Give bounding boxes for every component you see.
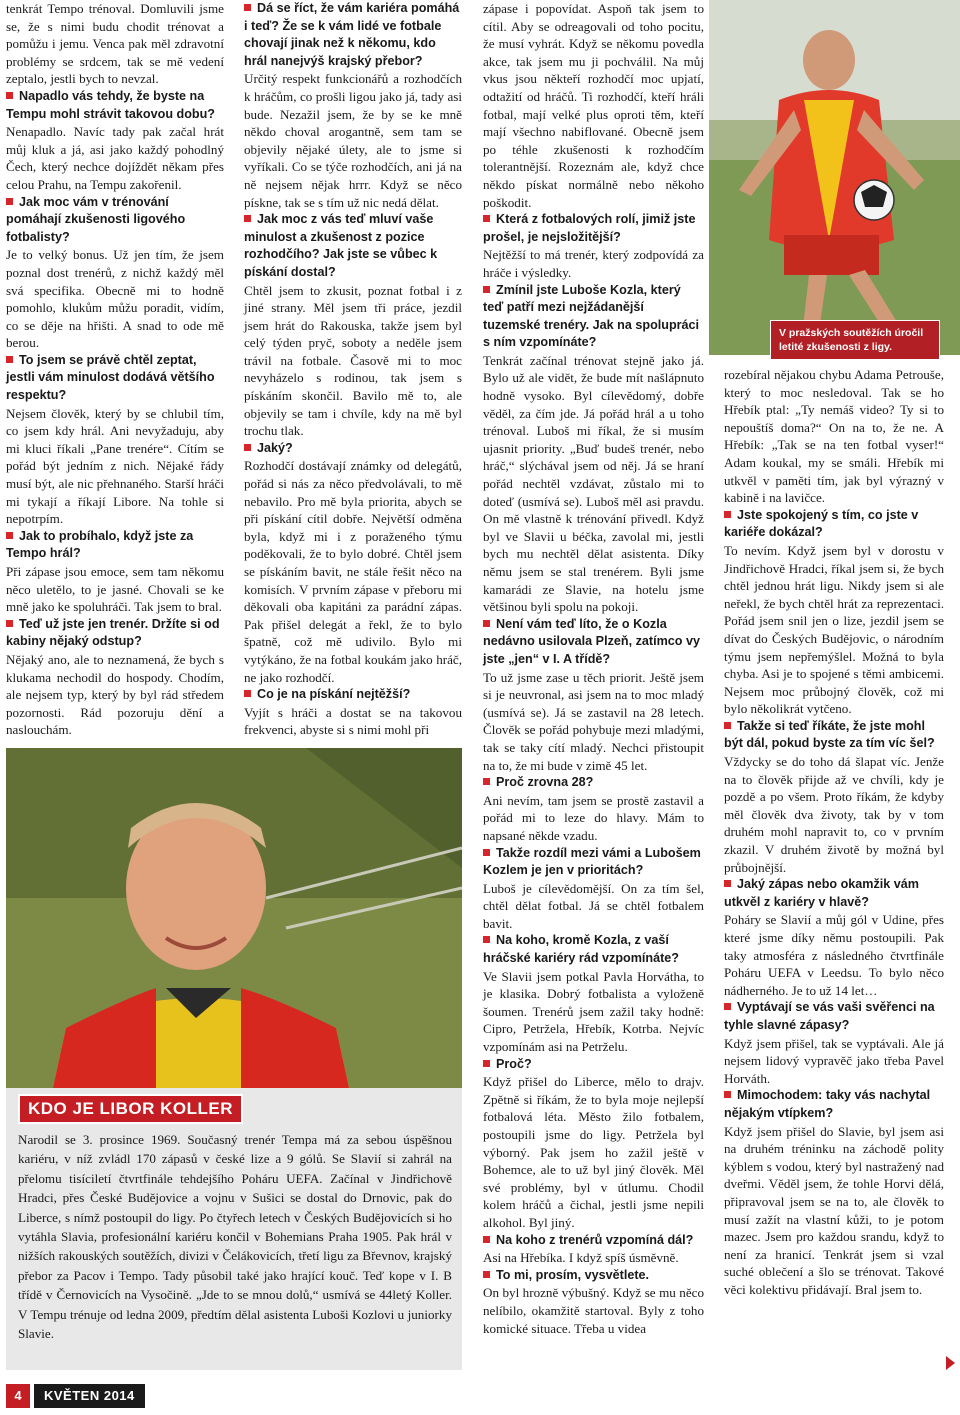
interview-question: Která z fotbalových rolí, jimiž jste prošel, je nejsložitější? <box>483 211 704 246</box>
interview-question: Jste spokojený s tím, co jste v kariéře dokázal? <box>724 507 944 542</box>
interview-answer: Ve Slavii jsem potkal Pavla Horvátha, to je klasika. Dobrý fotbalista a vyloženě šoumen. Trenérů jsem zažil taky hodně: Cipro, Petržela, Hřebík, Kotrba. Nejvíc vzpomínám asi na Petrželu. <box>483 968 704 1055</box>
interview-answer: Asi na Hřebíka. I když spíš úsměvně. <box>483 1250 679 1266</box>
bio-box <box>6 1088 462 1370</box>
interview-answer: Nějaký ano, ale to neznamená, že bych s klukama nechodil do hospody. Chodím, ale nejsem typ, který by byl rád středem pozornosti. Rád pozoruju dění a naslouchám. <box>6 651 224 738</box>
interview-question: Není vám teď líto, že o Kozla nedávno usilovala Plzeň, zatímco vy jste „jen“ v I. A třídě? <box>483 616 704 669</box>
interview-answer: Vždycky se do toho dá šlapat víc. Jenže na to člověk přijde až ve chvíli, kdy je pozdě a po všem. Proto říkám, že kdyby měl člověk dva životy, tak by v tom druhém mohl napravit to, co v prvním zkazil. V druhém životě by možná byl průbojnější. <box>724 754 944 875</box>
interview-answer: Když jsem přišel, tak se vyptávali. Ale já nejsem lidový vypravěč jako třeba Pavel Horváth. <box>724 1035 944 1086</box>
interview-answer: Rozhodčí dostávají známky od delegátů, pořád si nás za něco předvolávali, to mě nebavilo. Pro mě byla priorita, abych se při pískání cítil dobře. Největší odměna byla, když mi i z poraženého týmu poděkovali, že to bylo dobré. Chtěl jsem se pískáním bavit, ne stále řešit něco na komisích. V prvním zápase v přeboru mi děkovali oba kapitáni za parádní zápas. Pak přišel delegát a řekl, že to bylo špatně, což mě udivilo. Bylo mi vytýkáno, že na fotbal koukám jako hráč, ne jako rozhodčí. <box>244 458 462 685</box>
interview-answer: Nenapadlo. Navíc tady pak začal hrát můj kluk a já, asi jako každý pohodlný Čech, který nechce dojíždět někam přes celou Prahu, na Tempu zakořenil. <box>6 124 224 192</box>
interview-question: To jsem se právě chtěl zeptat, jestli vám minulost dodává většího respektu? <box>6 352 224 405</box>
player-action-illustration <box>709 0 960 355</box>
interview-question: Jaký zápas nebo okamžik vám utkvěl z kariéry v hlavě? <box>724 876 944 911</box>
interview-answer: Je to velký bonus. Už jen tím, že jsem poznal dost trenérů, z nichž každý měl svá specifika. Obecně mi to hodně pomohlo, klukům můžu poradit, vidím, co se děje na hřišti. A snad to ode mě berou. <box>6 247 224 351</box>
interview-question: Jak to probíhalo, když jste za Tempo hrál? <box>6 528 224 563</box>
interview-answer: zápase i popovídat. Aspoň tak jsem to cítil. Aby se odreagovali od toho pocitu, že musí vyhrát. Když se někomu povedla akce, tak jsem mu ji pochválil. Na můj vkus jsou někteří rozhodčí moc upjatí, odtažití od hráčů. Ti rozhodčí, kteří hráli fotbal, mají velké plus oproti těm, kteří mají všechno nabiflované. Obecně jsem po téhle zkušenosti k rozhodčím tolerantnější. Rozeznám ale, když chce někdo pískat normálně nebo někoho poškodit. <box>483 1 704 210</box>
interview-question: Mimochodem: taky vás nachytal nějakým vtípkem? <box>724 1087 944 1122</box>
interview-question: Jaký? <box>244 440 462 458</box>
interview-answer: Luboš je cílevědomější. On za tím šel, chtěl dělat fotbal. Já se chtěl fotbalem bavit. <box>483 880 704 931</box>
interview-question: To mi, prosím, vysvětlete. <box>483 1267 704 1285</box>
article-column-2 <box>244 0 462 739</box>
issue-label: KVĚTEN 2014 <box>34 1384 145 1408</box>
interview-answer: On byl hrozně výbušný. Když se mu něco nelíbilo, okamžitě startoval. Byly z toho komické situace. Třeba u videa <box>483 1285 704 1336</box>
interview-question: Zmínil jste Luboše Kozla, který teď patří mezi nejžádanější tuzemské trenéry. Jak na spolupráci s ním vzpomínáte? <box>483 282 704 352</box>
interview-question: Na koho, kromě Kozla, z vaší hráčské kariéry rád vzpomínáte? <box>483 932 704 967</box>
interview-question: Na koho z trenérů vzpomíná dál? <box>483 1232 704 1250</box>
interview-answer: Chtěl jsem to zkusit, poznat fotbal i z jiné strany. Měl jsem tři práce, jezdil jsem hrát do Rakouska, takže jsem byl celý týden pryč, soboty a neděle jsem trávil na fotbale. Časově mi to moc nevyházelo s rodinou, tak jsem s pískáním skončil. Bavilo mě to, ale objevily se tam i chvíle, kdy na mě byl trochu tlak. <box>244 282 462 439</box>
article-column-1 <box>6 0 224 739</box>
interview-answer: To nevím. Když jsem byl v dorostu v Jindřichově Hradci, říkal jsem si, že bych chtěl jednou hrát ligu. Nikdy jsem si ale neřekl, že bych chtěl hrát za reprezentaci. Pořád jsem snil jen o lize, jezdil jsem se dívat do Českých Budějovic, o národním týmu jsem nepřemýšlel. Možná to byla chyba. Asi je to spojené s těmi ambicemi. Nejsem moc průbojný člověk, což mi bylo několikrát vytčeno. <box>724 542 944 717</box>
interview-question: Takže rozdíl mezi vámi a Lubošem Kozlem je jen v prioritách? <box>483 845 704 880</box>
interview-question: Teď už jste jen trenér. Držíte si od kabiny nějaký odstup? <box>6 616 224 651</box>
interview-question: Jak moc vám v trénování pomáhají zkušenosti ligového fotbalisty? <box>6 194 224 247</box>
interview-answer: Tenkrát začínal trénovat stejně jako já. Bylo už ale vidět, že bude mít našlápnuto hodně vysoko. Byl cílevědomý, dobře věděl, za čím jde. Já pořád hrál a u toho trénoval. Luboš mi říkal, že si musím ujasnit priority. „Buď budeš trenér, nebo hráč,“ slýchával jsem od něj. Já se hraní pořád nechtěl vzdávat, zůstalo mi to doteď (usmívá se). Luboš měl asi pravdu. On mě vlastně k trénování přivedl. Když byl ve Slavii u béčka, zavolal mi, jestli bych mu nechtěl dělat asistenta. Díky němu jsem se stal trenérem. Byli jsme kamarádi ze Slavie, na hotelu jsme většinou byli spolu na pokoji. <box>483 352 704 615</box>
interview-answer: Když jsem přišel do Slavie, byl jsem asi na druhém tréninku na záchodě polity kýblem s vodou, který byl nastražený nad dveřmi. Věděl jsem, že tohle Horvi dělá, připravoval jsem se na to, ale člověk to musí zažít na vlastní kůži, to je potom mazec. Jsem pro každou srandu, když to není za hranicí. Tenkrát jsem si vzal suché oblečení a šlo se trénovat. Takové věci kolektivu přidávají. Bral jsem to. <box>724 1123 944 1297</box>
page-footer <box>6 1384 145 1408</box>
bio-title: KDO JE LIBOR KOLLER <box>18 1094 243 1124</box>
player-portrait-illustration <box>6 748 462 1120</box>
interview-answer: Ani nevím, tam jsem se prostě zastavil a pořád mi to leze do hlavy. Mám to napsané někde vzadu. <box>483 792 704 843</box>
interview-answer: Když přišel do Liberce, mělo to drajv. Zpětně si říkám, že to byla moje nejlepší fotbalová léta. Město žilo fotbalem, postoupili jsme do ligy. Petržela byl výborný. Pak jsem ho zažil ještě v Bohemce, ale to už byl jiný člověk. Měl své problémy, byl v útlumu. Chodil kolem hráčů a čichal, jestli jsme nepili alkohol. Byl jiný. <box>483 1074 704 1230</box>
interview-question: Napadlo vás tehdy, že byste na Tempu mohl strávit takovou dobu? <box>6 88 224 123</box>
interview-answer: Poháry se Slavií a můj gól v Udine, přes které jsme díky němu postoupili. Pak taky atmosféra z následného čtvrtfinále Poháru UEFA v Leedsu. To bylo něco nádherného. Je to už 14 let… <box>724 912 944 998</box>
interview-answer: Vyjít s hráči a dostat se na takovou frekvenci, abyste si s nimi mohl při <box>244 704 462 738</box>
article-column-3 <box>483 0 704 1337</box>
interview-answer: rozebíral nějakou chybu Adama Petrouše, který to moc nesledoval. Tak se ho Hřebík ptal: „Ty nemáš video? Ty si to nepouštíš doma?“ On na to, že ne. A Hřebík: „Tak se na ten fotbal vyser!“ Adam koukal, my se smáli. Hřebík mi utkvěl v paměti tím, jak byl výrazný v kabině i na lavičce. <box>724 367 944 506</box>
interview-answer: To už jsme zase u těch priorit. Ještě jsem si je neuvronal, asi jsem na to moc mladý (usmívá se). Já se zastavil na 28 letech. Člověk se pořád pohybuje mezi mladými, tak se taky cítí mladý. Nechci přistoupit na to, že mi bude v zimě 45 let. <box>483 669 704 773</box>
interview-answer: Nejtěžší to má trenér, který zodpovídá za hráče i výsledky. <box>483 247 704 280</box>
article-column-4 <box>724 366 944 1298</box>
interview-question: Dá se říct, že vám kariéra pomáhá i teď? Že se k vám lidé ve fotbale chovají jinak než k někomu, kdo hrál nanejvýš krajský přebor? <box>244 0 462 70</box>
interview-answer: Nejsem člověk, který by se chlubil tím, co jsem kdy hrál. Ani nevyžaduju, aby mi kluci říkali „Pane trenére“. Cítím se pořád být jedním z nich. Nějaké řády musí být, ale nic přehnaného. Starší hráči mi tykají a říkají Libore. Na tohle si nepotrpím. <box>6 405 224 527</box>
interview-answer: tenkrát Tempo trénoval. Domluvili jsme se, že s nimi budu chodit trénovat a pomůžu i jemu. Venca pak měl zdravotní problémy se srdcem, tak se mě vedení zeptalo, jestli bych to nevzal. <box>6 1 224 87</box>
interview-question: Vyptávají se vás vaši svěřenci na tyhle slavné zápasy? <box>724 999 944 1034</box>
interview-question: Co je na pískání nejtěžší? <box>244 686 462 704</box>
interview-answer: Určitý respekt funkcionářů a rozhodčích k hráčům, co prošli ligou jako já, tady asi bude. Nezažil jsem, že by se ke mně někdo choval arogantně, sem tam se objevily nějaké úlety, ale to jsme si vyříkali. Co se týče rozhodčích, ani já na ně nejsem nějak hrrr. Když se něco pískne, tak se s tím už nic nedá dělat. <box>244 71 462 210</box>
continue-arrow-icon <box>946 1356 955 1370</box>
interview-question: Proč? <box>483 1056 704 1074</box>
interview-question: Jak moc z vás teď mluví vaše minulost a zkušenost z pozice rozhodčího? Jak jste se vůbec k pískání dostal? <box>244 211 462 281</box>
page-number: 4 <box>6 1384 30 1408</box>
player-portrait-photo <box>6 748 462 1120</box>
bio-text: Narodil se 3. prosince 1969. Současný trenér Tempa má za sebou úspěšnou kariéru, v níž zvládl 170 zápasů v české lize a 9 gólů. Se Slavií si zahrál na přelomu tisíciletí čtvrtfinále tehdejšího Poháru UEFA. Začínal v Jindřichově Hradci, přes České Budějovice a vojnu v Sušici se dostal do Drnovic, pak do Liberce, s nímž postoupil do ligy. Po čtyřech letech v Českých Budějovicích si ho vytáhla Slavia, profesionální kariéru končil v Bohemians Praha 1905. Pak hrál v nižších rakouských soutěžích, divizi v Čelákovicích, třetí ligu za Břevnov, krajský přebor za Pacov i Tempo. Tady působil také jako hrající kouč. Teď kope v I. B třídě v Černovicích na Vysočině. „Jde to se mnou dolů,“ usmívá se 44letý Koller. V Tempu trénuje od ledna 2009, předtím dělal asistenta Luboši Kozlovi u juniorky Slavie. <box>18 1132 452 1342</box>
player-action-photo <box>709 0 960 355</box>
interview-answer: Při zápase jsou emoce, sem tam někomu něco uletělo, to je jasné. Chovali se ke mně jako ke spoluhráči. Tak jsem to bral. <box>6 564 224 615</box>
interview-question: Takže si teď říkáte, že jste mohl být dál, pokud byste za tím víc šel? <box>724 718 944 753</box>
photo-caption: V pražských soutěžích úročil letité zkušenosti z ligy. <box>770 320 940 360</box>
interview-question: Proč zrovna 28? <box>483 774 704 792</box>
